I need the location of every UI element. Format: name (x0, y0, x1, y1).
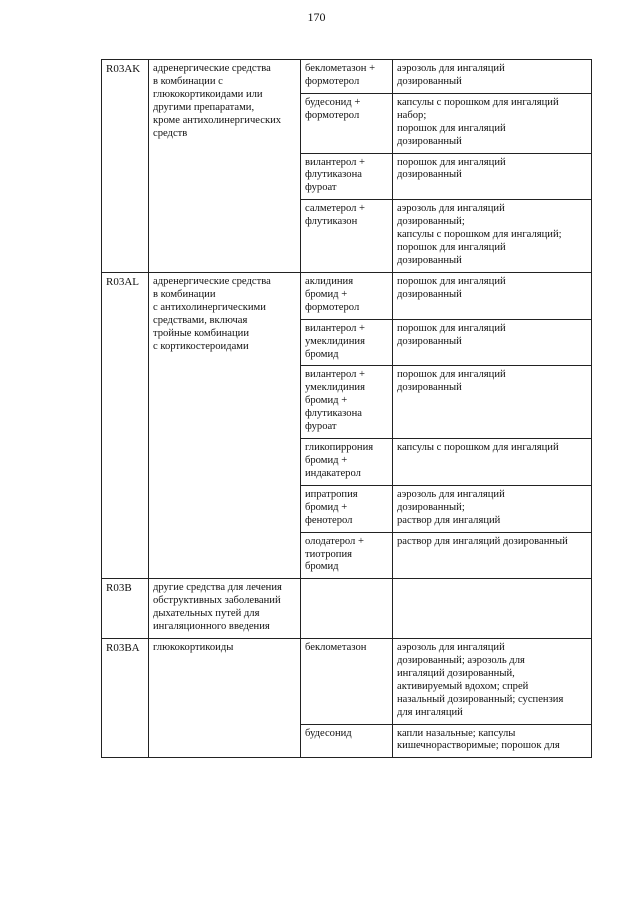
dosage-form-cell (393, 485, 592, 532)
drug-name-cell-line: вилантерол + (305, 156, 366, 168)
drug-name-cell-line: тиотропия (305, 548, 353, 560)
dosage-form-cell-line: раствор для ингаляций дозированный (397, 535, 568, 547)
drug-name-cell (301, 579, 393, 639)
dosage-form-cell (393, 366, 592, 439)
dosage-form-cell-line: порошок для ингаляций (397, 275, 506, 287)
group-description-cell-line: с антихолинергическими (153, 301, 266, 313)
group-description-cell-line: глюкокортикоиды (153, 642, 234, 654)
group-description-cell (149, 272, 301, 578)
drug-name-cell-line: бромид + (305, 454, 348, 466)
page-number: 170 (307, 10, 326, 24)
drug-name-cell-line: бромид (305, 348, 339, 360)
dosage-form-cell-line: ингаляций дозированный, (397, 667, 515, 679)
group-description-cell-line: с кортикостероидами (153, 340, 249, 352)
dosage-form-cell-line: капсулы с порошком для ингаляций; (397, 229, 562, 241)
atc-code-cell: R03BA (102, 639, 149, 758)
drug-name-cell (301, 485, 393, 532)
drug-classification-table (101, 59, 592, 758)
group-description-cell-line: средствами, включая (153, 314, 248, 326)
dosage-form-cell (393, 272, 592, 319)
drug-name-cell-line: вилантерол + (305, 322, 366, 334)
dosage-form-cell-line: дозированный (397, 135, 462, 147)
drug-name-cell-line: флутиказона (305, 169, 362, 181)
dosage-form-cell-line: порошок для ингаляций (397, 122, 506, 134)
group-description-cell (149, 60, 301, 273)
dosage-form-cell-line: капсулы с порошком для ингаляций (397, 96, 559, 108)
drug-name-cell-line: бромид + (305, 288, 348, 300)
drug-name-cell-line: бромид (305, 561, 339, 573)
drug-name-cell-line: умеклидиния (305, 335, 365, 347)
drug-name-cell-line: бромид + (305, 501, 348, 513)
drug-name-cell (301, 366, 393, 439)
dosage-form-cell-line: дозированный; (397, 501, 465, 513)
dosage-form-cell (393, 60, 592, 94)
drug-name-cell-line: индакатерол (305, 467, 361, 479)
group-description-cell-line: в комбинации с (153, 75, 223, 87)
dosage-form-cell-line: капли назальные; капсулы (397, 727, 516, 739)
drug-name-cell (301, 439, 393, 486)
group-description-cell-line: обструктивных заболеваний (153, 595, 281, 607)
dosage-form-cell-line: раствор для ингаляций (397, 514, 501, 526)
group-description-cell (149, 639, 301, 758)
drug-name-cell-line: аклидиния (305, 275, 354, 287)
group-description-cell-line: ингаляционного введения (153, 621, 270, 633)
dosage-form-cell-line: аэрозоль для ингаляций (397, 488, 505, 500)
dosage-form-cell-line: дозированный (397, 254, 462, 266)
dosage-form-cell-line: аэрозоль для ингаляций (397, 203, 505, 215)
group-description-cell-line: в комбинации (153, 288, 216, 300)
drug-name-cell (301, 532, 393, 579)
drug-name-cell (301, 724, 393, 758)
group-description-cell (149, 579, 301, 639)
dosage-form-cell-line: дозированный; (397, 216, 465, 228)
group-description-cell-line: кроме антихолинергических (153, 114, 282, 126)
drug-name-cell (301, 272, 393, 319)
atc-code-cell: R03AL (102, 272, 149, 578)
dosage-form-cell-line: активируемый вдохом; спрей (397, 680, 529, 692)
table-row (102, 272, 592, 319)
group-description-cell-line: другие средства для лечения (153, 582, 282, 594)
dosage-form-cell (393, 724, 592, 758)
group-description-cell-line: дыхательных путей для (153, 608, 260, 620)
dosage-form-cell (393, 93, 592, 153)
atc-code-cell: R03AK (102, 60, 149, 273)
drug-name-cell-line: будесонид (305, 727, 352, 739)
drug-name-cell-line: олодатерол + (305, 535, 364, 547)
atc-code-cell: R03B (102, 579, 149, 639)
dosage-form-cell (393, 532, 592, 579)
drug-name-cell-line: формотерол (305, 109, 360, 121)
drug-name-cell-line: салметерол + (305, 203, 366, 215)
dosage-form-cell-line: дозированный (397, 382, 462, 394)
dosage-form-cell-line: кишечнорастворимые; порошок для (397, 740, 560, 752)
dosage-form-cell (393, 153, 592, 200)
dosage-form-cell-line: дозированный (397, 335, 462, 347)
drug-name-cell-line: фуроат (305, 421, 337, 433)
drug-name-cell-line: ипратропия (305, 488, 358, 500)
dosage-form-cell-line: порошок для ингаляций (397, 242, 506, 254)
drug-name-cell-line: фенотерол (305, 514, 353, 526)
group-description-cell-line: тройные комбинации (153, 327, 250, 339)
drug-name-cell-line: вилантерол + (305, 369, 366, 381)
drug-name-cell-line: умеклидиния (305, 382, 365, 394)
drug-name-cell-line: беклометазон + (305, 63, 376, 74)
dosage-form-cell-line: порошок для ингаляций (397, 156, 506, 168)
drug-name-cell-line: формотерол (305, 75, 360, 87)
dosage-form-cell (393, 439, 592, 486)
dosage-form-cell (393, 319, 592, 366)
dosage-form-cell-line: набор; (397, 109, 427, 121)
dosage-form-cell-line: аэрозоль для ингаляций (397, 63, 505, 74)
table-row (102, 579, 592, 639)
dosage-form-cell-line: аэрозоль для ингаляций (397, 642, 505, 654)
dosage-form-cell (393, 200, 592, 273)
drug-name-cell (301, 639, 393, 725)
dosage-form-cell (393, 579, 592, 639)
drug-name-cell (301, 93, 393, 153)
dosage-form-cell-line: назальный дозированный; суспензия (397, 693, 564, 705)
drug-name-cell-line: флутиказона (305, 408, 362, 420)
drug-name-cell-line: будесонид + (305, 96, 361, 108)
dosage-form-cell-line: дозированный (397, 288, 462, 300)
dosage-form-cell-line: дозированный (397, 75, 462, 87)
dosage-form-cell-line: для ингаляций (397, 706, 463, 718)
dosage-form-cell-line: порошок для ингаляций (397, 322, 506, 334)
group-description-cell-line: адренергические средства (153, 275, 271, 287)
drug-name-cell-line: бромид + (305, 395, 348, 407)
dosage-form-cell (393, 639, 592, 725)
drug-name-cell (301, 200, 393, 273)
table-row (102, 639, 592, 725)
dosage-form-cell-line: капсулы с порошком для ингаляций (397, 442, 559, 454)
group-description-cell-line: глюкокортикоидами или (153, 88, 263, 100)
group-description-cell-line: адренергические средства (153, 63, 271, 74)
dosage-form-cell-line: порошок для ингаляций (397, 369, 506, 381)
drug-name-cell-line: флутиказон (305, 216, 358, 228)
drug-name-cell (301, 319, 393, 366)
table-row (102, 60, 592, 94)
drug-name-cell-line: беклометазон (305, 642, 367, 654)
drug-name-cell-line: фуроат (305, 182, 337, 194)
drug-name-cell (301, 153, 393, 200)
group-description-cell-line: средств (153, 127, 188, 139)
group-description-cell-line: другими препаратами, (153, 101, 255, 113)
dosage-form-cell-line: дозированный; аэрозоль для (397, 654, 525, 666)
drug-name-cell (301, 60, 393, 94)
drug-name-cell-line: формотерол (305, 301, 360, 313)
dosage-form-cell-line: дозированный (397, 169, 462, 181)
drug-name-cell-line: гликопиррония (305, 442, 374, 454)
